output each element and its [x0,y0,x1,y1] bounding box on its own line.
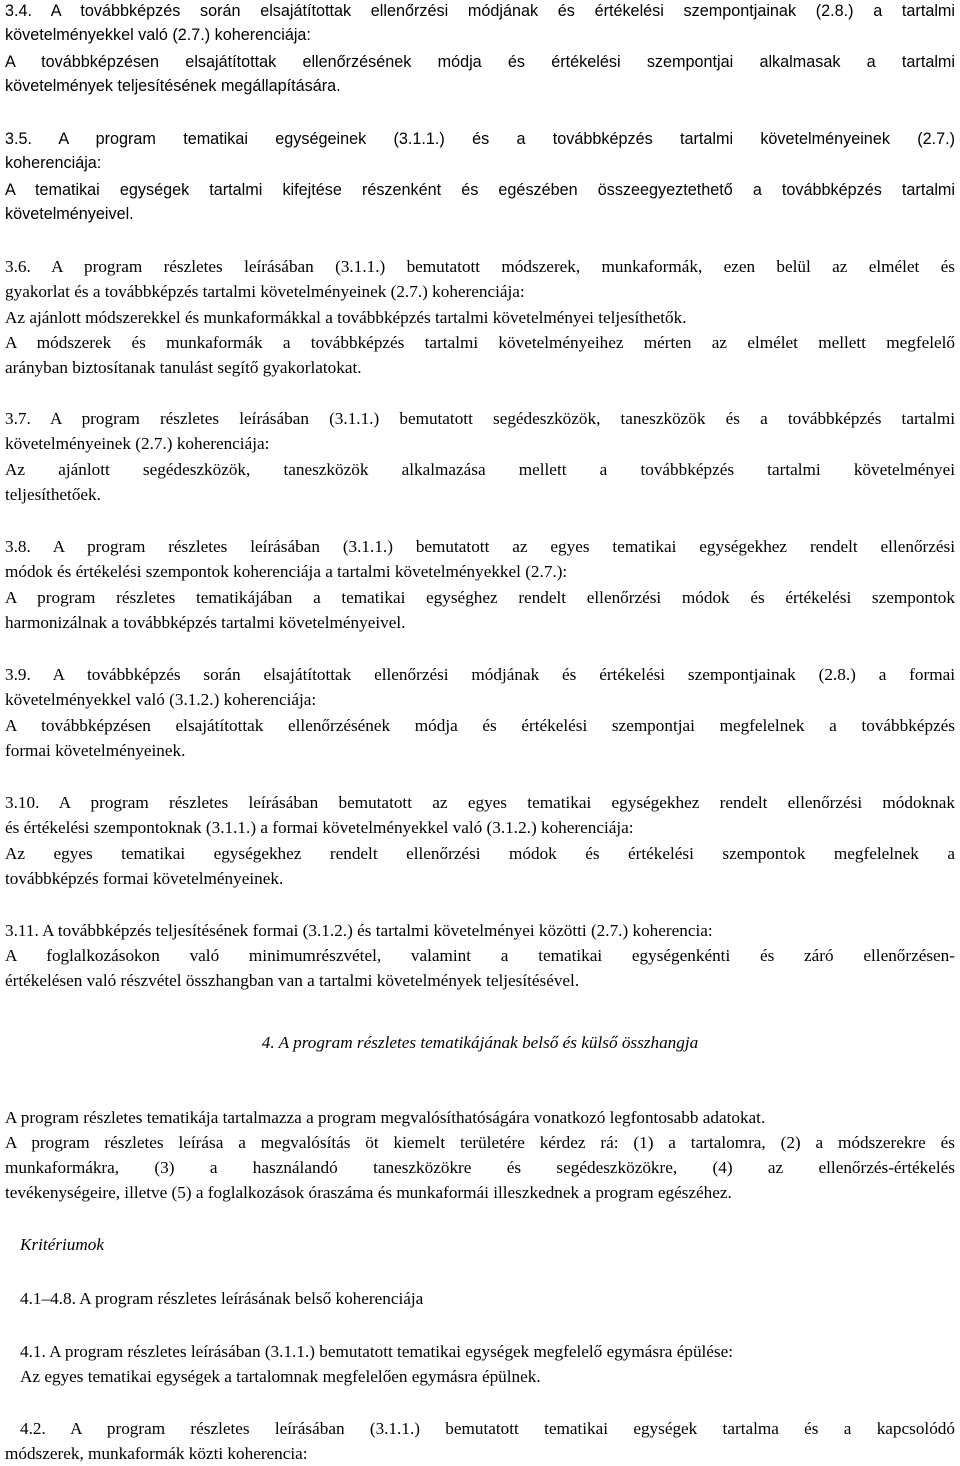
section-3-10-heading-cont: és értékelési szempontoknak (3.1.1.) a formai követelményekkel való (3.1.2.) koherenciája: [5,818,634,837]
section-4-intro-line-4: tevékenységeire, illetve (5) a foglalkozások óraszáma és munkaformái illeszkednek a program egészéhez. [5,1183,732,1202]
section-3-8-body-cont: harmonizálnak a továbbképzés tartalmi követelményeivel. [5,613,406,632]
section-3-9-body-cont: formai követelményeinek. [5,741,186,760]
section-3-4-body: A továbbképzésen elsajátítottak ellenőrzésének módja és értékelési szempontjai alkalmasak a tartalmi [5,53,955,71]
section-3-11-body-cont: értékelésen való részvétel összhangban van a tartalmi követelmények teljesítésével. [5,971,580,990]
section-3-9-heading: 3.9. A továbbképzés során elsajátítottak ellenőrzési módjának és értékelési szempontjainak (2.8.) a formai [5,665,955,684]
section-3-11-heading: 3.11. A továbbképzés teljesítésének formai (3.1.2.) és tartalmi követelményei közötti (2.7.) koherencia: [5,921,713,940]
section-3-6-body: Az ajánlott módszerekkel és munkaformákkal a továbbképzés tartalmi követelményei teljesíthetők. [5,308,687,327]
section-3-7-heading: 3.7. A program részletes leírásában (3.1.1.) bemutatott segédeszközök, taneszközök és a továbbképzés tartalmi [5,409,955,428]
section-3-4-heading: 3.4. A továbbképzés során elsajátítottak ellenőrzési módjának és értékelési szempontjainak (2.8.) a tartalmi [5,2,955,20]
section-3-6-body-cont: arányban biztosítanak tanulást segítő gyakorlatokat. [5,358,362,377]
section-4-title: 4. A program részletes tematikájának belső és külső összhangja [261,1033,699,1052]
section-4-1-heading: 4.1. A program részletes leírásában (3.1.1.) bemutatott tematikai egységek megfelelő egymásra épülése: [20,1342,734,1361]
section-3-10-body-cont: továbbképzés formai követelményeinek. [5,869,284,888]
section-3-4-heading-cont: követelményekkel való (2.7.) koherenciája: [5,26,311,44]
section-3-6-heading-cont: gyakorlat és a továbbképzés tartalmi követelményeinek (2.7.) koherenciája: [5,282,525,301]
section-3-10-heading: 3.10. A program részletes leírásában bemutatott az egyes tematikai egységekhez rendelt ellenőrzési módoknak [5,793,955,812]
section-3-9-body: A továbbképzésen elsajátítottak ellenőrzésének módja és értékelési szempontjai megfelelnek a továbbképzés [5,716,955,735]
section-4-1-body: Az egyes tematikai egységek a tartalomnak megfelelően egymásra épülnek. [20,1367,541,1386]
section-3-7-body-cont: teljesíthetőek. [5,485,101,504]
section-3-6-heading: 3.6. A program részletes leírásában (3.1.1.) bemutatott módszerek, munkaformák, ezen belül az elmélet és [5,257,955,276]
section-3-7-body: Az ajánlott segédeszközök, taneszközök alkalmazása mellett a továbbképzés tartalmi követelményei [5,460,955,479]
section-4-intro-line-2: A program részletes leírása a megvalósítás öt kiemelt területére kérdez rá: (1) a tartalomra, (2) a módszerekre és [5,1133,955,1152]
section-3-8-heading: 3.8. A program részletes leírásában (3.1.1.) bemutatott az egyes tematikai egységekhez rendelt ellenőrzési [5,537,955,556]
section-3-4-body-cont: követelmények teljesítésének megállapítására. [5,77,341,95]
section-3-5-heading-cont: koherenciája: [5,154,102,172]
section-3-5-body: A tematikai egységek tartalmi kifejtése részenként és egészében összeegyeztethető a továbbképzés tartalmi [5,181,955,199]
section-3-5-body-cont: követelményeivel. [5,205,134,223]
section-3-10-body: Az egyes tematikai egységekhez rendelt ellenőrzési módok és értékelési szempontok megfelelnek a [5,844,955,863]
section-4-2-heading-cont: módszerek, munkaformák közti koherencia: [5,1444,308,1463]
section-3-8-body: A program részletes tematikájában a tematikai egységhez rendelt ellenőrzési módok és értékelési szempontok [5,588,955,607]
section-3-11-body: A foglalkozásokon való minimumrészvétel, valamint a tematikai egységenkénti és záró ellenőrzésen- [5,946,955,965]
section-4-intro-line-1: A program részletes tematikája tartalmazza a program megvalósíthatóságára vonatkozó legfontosabb adatokat. [5,1108,766,1127]
section-3-6-body-2: A módszerek és munkaformák a továbbképzés tartalmi követelményeihez mérten az elmélet mellett megfelelő [5,333,955,352]
criteria-heading: Kritériumok [20,1235,105,1254]
section-3-5-heading: 3.5. A program tematikai egységeinek (3.1.1.) és a továbbképzés tartalmi követelményeinek (2.7.) [5,130,955,148]
section-3-9-heading-cont: követelményekkel való (3.1.2.) koherenciája: [5,690,317,709]
section-4-2-heading: 4.2. A program részletes leírásában (3.1.1.) bemutatott tematikai egységek tartalma és a kapcsolódó [20,1419,955,1438]
section-4-1-4-8-heading: 4.1–4.8. A program részletes leírásának belső koherenciája [20,1289,424,1308]
section-3-8-heading-cont: módok és értékelési szempontok koherenciája a tartalmi követelményekkel (2.7.): [5,562,568,581]
section-4-intro-line-3: munkaformákra, (3) a használandó taneszközökre és segédeszközökre, (4) az ellenőrzés-értékelés [5,1158,955,1177]
section-3-7-heading-cont: követelményeinek (2.7.) koherenciája: [5,434,270,453]
